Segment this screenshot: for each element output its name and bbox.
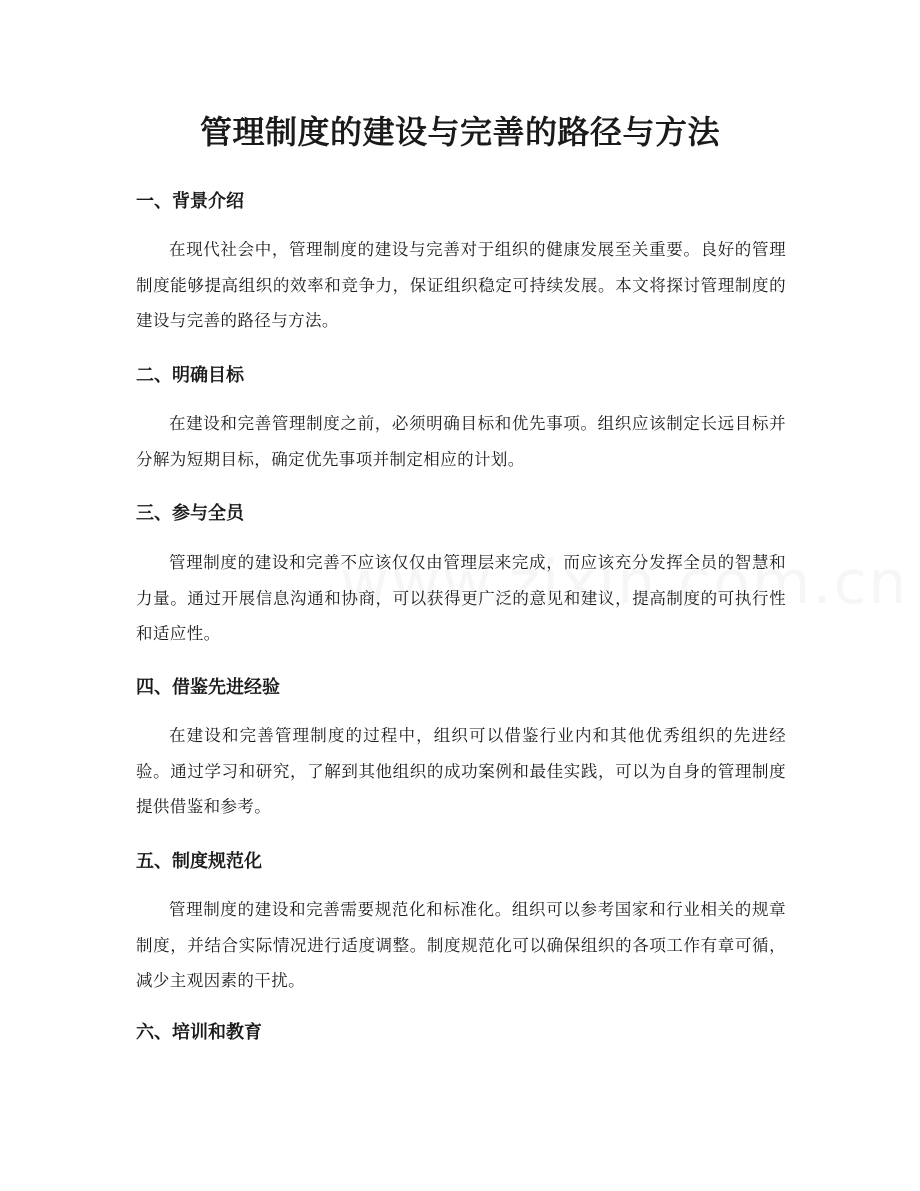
section-heading-background: 一、背景介绍 <box>136 191 244 212</box>
section-heading-experience: 四、借鉴先进经验 <box>136 677 280 698</box>
section-heading-standardization: 五、制度规范化 <box>136 851 262 872</box>
section-heading-goals: 二、明确目标 <box>136 365 244 386</box>
section-heading-training: 六、培训和教育 <box>136 1022 262 1043</box>
section-body-standardization: 管理制度的建设和完善需要规范化和标准化。组织可以参考国家和行业相关的规章制度，并结合实际情况进行适度调整。制度规范化可以确保组织的各项工作有章可循，减少主观因素的干扰。 <box>136 900 786 990</box>
section-body-experience: 在建设和完善管理制度的过程中，组织可以借鉴行业内和其他优秀组织的先进经验。通过学习和研究，了解到其他组织的成功案例和最佳实践，可以为自身的管理制度提供借鉴和参考。 <box>136 726 786 816</box>
section-heading-participation: 三、参与全员 <box>136 503 244 524</box>
section-body-goals: 在建设和完善管理制度之前，必须明确目标和优先事项。组织应该制定长远目标并分解为短期目标，确定优先事项并制定相应的计划。 <box>136 414 786 469</box>
document-title: 管理制度的建设与完善的路径与方法 <box>199 113 720 151</box>
section-body-background: 在现代社会中，管理制度的建设与完善对于组织的健康发展至关重要。良好的管理制度能够提高组织的效率和竞争力，保证组织稳定可持续发展。本文将探讨管理制度的建设与完善的路径与方法。 <box>136 240 786 330</box>
section-body-participation: 管理制度的建设和完善不应该仅仅由管理层来完成，而应该充分发挥全员的智慧和力量。通过开展信息沟通和协商，可以获得更广泛的意见和建议，提高制度的可执行性和适应性。 <box>136 553 786 643</box>
